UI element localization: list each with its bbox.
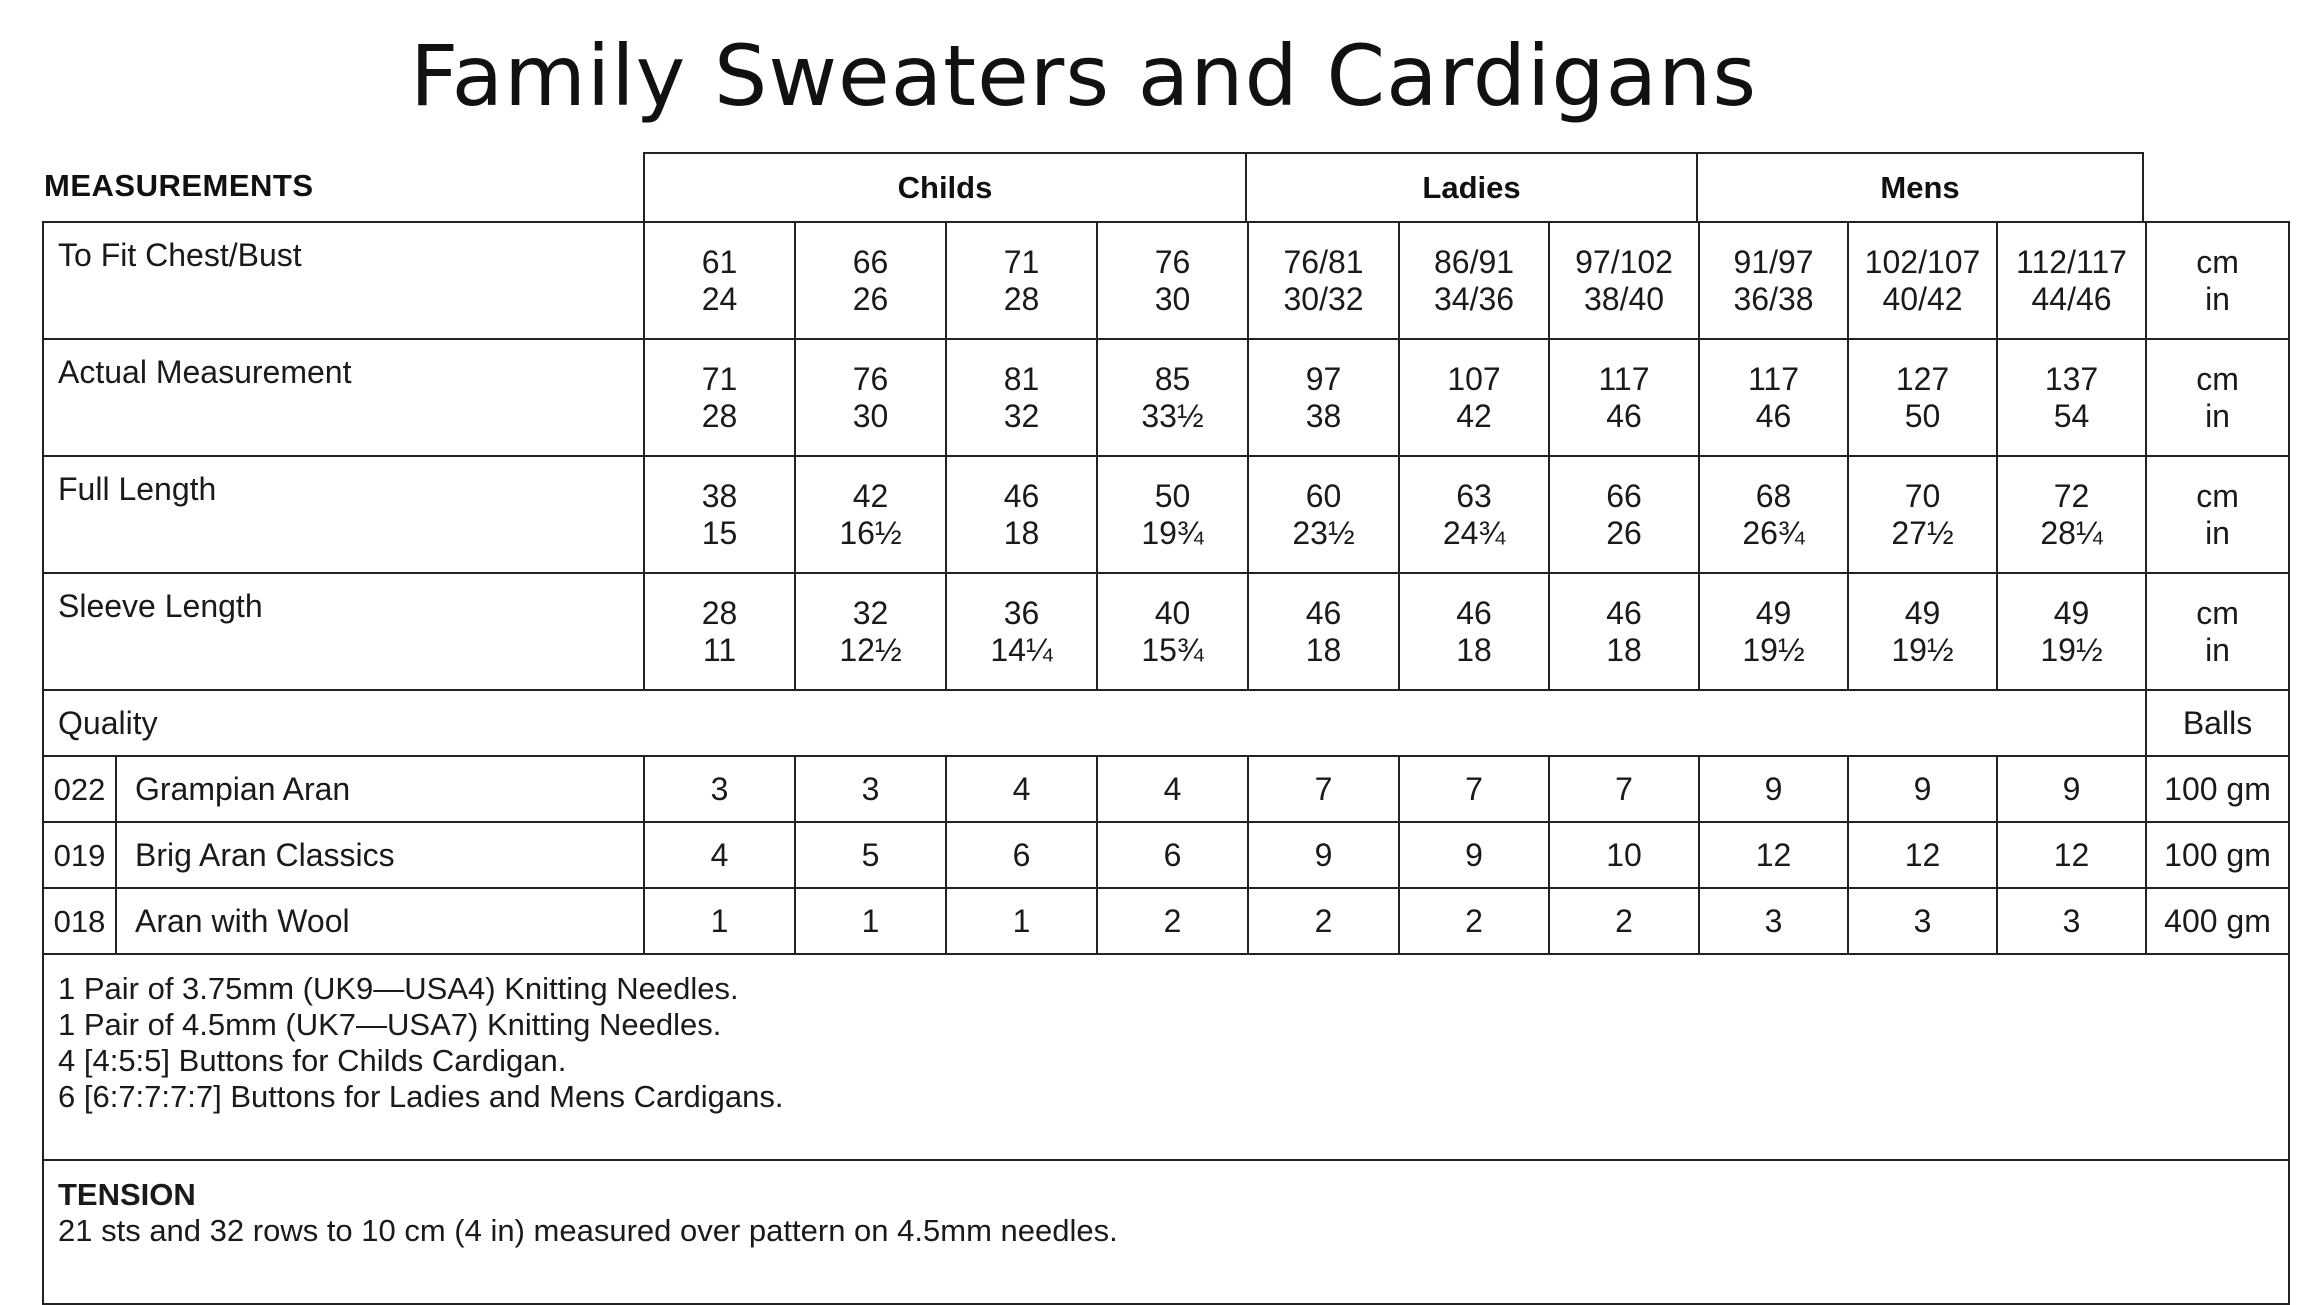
measurement-label: Sleeve Length [43, 573, 644, 690]
cm-value: 91/97 [1733, 243, 1814, 280]
in-value: 15 [701, 514, 738, 551]
in-value: 40/42 [1882, 280, 1963, 317]
measurement-cell [1997, 573, 2146, 690]
measurement-cell [1848, 222, 1997, 339]
cm-value: 97/102 [1575, 243, 1673, 280]
in-value: 32 [1003, 397, 1040, 434]
balls-label: Balls [2146, 690, 2289, 756]
measurement-cell [1097, 456, 1248, 573]
measurement-cell [795, 222, 946, 339]
cm-value: 49 [2053, 594, 2090, 631]
measurement-cell [795, 456, 946, 573]
ball-count: 7 [1399, 756, 1549, 822]
in-value: 14¼ [990, 631, 1053, 668]
in-value: 11 [702, 631, 737, 668]
yarn-name: Aran with Wool [116, 888, 644, 954]
measurement-cell [1848, 339, 1997, 456]
measurement-cell [644, 573, 795, 690]
cm-value: 86/91 [1433, 243, 1515, 280]
ball-count: 3 [1997, 888, 2146, 954]
cm-value: 60 [1305, 477, 1342, 514]
unit-cell [2146, 222, 2289, 339]
unit-in: in [2205, 280, 2230, 317]
cm-value: 107 [1447, 360, 1501, 397]
measurement-cell [1699, 573, 1848, 690]
unit-cm: cm [2196, 360, 2239, 397]
in-value: 26 [1606, 514, 1642, 551]
cm-value: 112/117 [2016, 243, 2127, 280]
ball-count: 3 [644, 756, 795, 822]
group-header-childs: Childs [643, 152, 1247, 222]
cm-value: 70 [1904, 477, 1941, 514]
in-value: 23½ [1292, 514, 1355, 551]
tension-row [43, 1160, 2289, 1304]
in-value: 24¾ [1442, 514, 1506, 551]
note-line: 1 Pair of 3.75mm (UK9—USA4) Knitting Needles. [58, 971, 739, 1006]
measurement-cell [946, 456, 1097, 573]
in-value: 42 [1456, 397, 1492, 434]
ball-count: 6 [1097, 822, 1248, 888]
unit-cell [2146, 456, 2289, 573]
measurement-cell [1399, 573, 1549, 690]
in-value: 19½ [2040, 631, 2103, 668]
cm-value: 49 [1755, 594, 1792, 631]
ball-count: 5 [795, 822, 946, 888]
tension-text: 21 sts and 32 rows to 10 cm (4 in) measured over pattern on 4.5mm needles. [58, 1213, 1118, 1248]
ball-count: 2 [1097, 888, 1248, 954]
ball-count: 6 [946, 822, 1097, 888]
measurement-cell [644, 222, 795, 339]
cm-value: 28 [701, 594, 738, 631]
measurement-row [43, 222, 2289, 339]
measurement-cell [946, 222, 1097, 339]
unit-cm: cm [2196, 243, 2239, 280]
in-value: 46 [1606, 397, 1642, 434]
ball-count: 9 [1997, 756, 2146, 822]
in-value: 33½ [1141, 397, 1204, 434]
in-value: 44/46 [2031, 280, 2112, 317]
yarn-row [43, 888, 2289, 954]
yarn-row [43, 822, 2289, 888]
measurement-cell [1097, 222, 1248, 339]
in-value: 18 [1606, 631, 1642, 668]
ball-count: 12 [1848, 822, 1997, 888]
quality-row [43, 690, 2289, 756]
yarn-weight: 100 gm [2146, 822, 2289, 888]
measurement-row [43, 339, 2289, 456]
in-value: 28 [701, 397, 738, 434]
ball-count: 2 [1549, 888, 1699, 954]
in-value: 36/38 [1733, 280, 1814, 317]
measurement-row [43, 456, 2289, 573]
in-value: 28¼ [2040, 514, 2103, 551]
in-value: 30 [1154, 280, 1191, 317]
ball-count: 1 [644, 888, 795, 954]
cm-value: 66 [1606, 477, 1642, 514]
cm-value: 46 [1003, 477, 1040, 514]
ball-count: 4 [644, 822, 795, 888]
ball-count: 4 [946, 756, 1097, 822]
cm-value: 40 [1154, 594, 1191, 631]
measurement-cell [795, 573, 946, 690]
ball-count: 2 [1248, 888, 1399, 954]
yarn-code: 022 [43, 756, 116, 822]
cm-value: 46 [1305, 594, 1342, 631]
ball-count: 7 [1549, 756, 1699, 822]
cm-value: 36 [1003, 594, 1040, 631]
measurement-cell [1248, 573, 1399, 690]
group-header-mens: Mens [1696, 152, 2144, 222]
measurement-cell [1248, 222, 1399, 339]
ball-count: 9 [1699, 756, 1848, 822]
cm-value: 42 [852, 477, 889, 514]
ball-count: 9 [1248, 822, 1399, 888]
ball-count: 12 [1699, 822, 1848, 888]
measurements-table [42, 221, 2290, 1305]
cm-value: 81 [1003, 360, 1040, 397]
measurement-cell [1248, 339, 1399, 456]
cm-value: 46 [1606, 594, 1642, 631]
yarn-row [43, 756, 2289, 822]
measurement-cell [1549, 573, 1699, 690]
cm-value: 97 [1305, 360, 1342, 397]
unit-cm: cm [2196, 477, 2239, 514]
measurement-cell [644, 339, 795, 456]
measurement-cell [1997, 339, 2146, 456]
yarn-weight: 400 gm [2146, 888, 2289, 954]
in-value: 18 [1456, 631, 1492, 668]
ball-count: 1 [795, 888, 946, 954]
tension-heading: TENSION [58, 1177, 196, 1212]
in-value: 18 [1003, 514, 1040, 551]
cm-value: 102/107 [1864, 243, 1981, 280]
cm-value: 72 [2053, 477, 2090, 514]
measurement-cell [1997, 222, 2146, 339]
page-title: Family Sweaters and Cardigans [410, 27, 1758, 125]
measurement-cell [946, 573, 1097, 690]
tension-box [43, 1160, 2289, 1304]
in-value: 38/40 [1583, 280, 1665, 317]
ball-count: 3 [1699, 888, 1848, 954]
note-line: 6 [6:7:7:7:7] Buttons for Ladies and Mens Cardigans. [58, 1079, 784, 1114]
cm-value: 49 [1904, 594, 1941, 631]
measurement-cell [1399, 339, 1549, 456]
unit-in: in [2205, 397, 2230, 434]
in-value: 38 [1305, 397, 1342, 434]
measurement-cell [1399, 456, 1549, 573]
measurement-row [43, 573, 2289, 690]
cm-value: 117 [1748, 360, 1800, 397]
yarn-name: Grampian Aran [116, 756, 644, 822]
yarn-code: 018 [43, 888, 116, 954]
measurement-cell [1848, 573, 1997, 690]
cm-value: 38 [701, 477, 738, 514]
cm-value: 68 [1755, 477, 1792, 514]
cm-value: 61 [701, 243, 738, 280]
cm-value: 127 [1895, 360, 1950, 397]
measurement-cell [946, 339, 1097, 456]
ball-count: 2 [1399, 888, 1549, 954]
measurement-label: To Fit Chest/Bust [43, 222, 644, 339]
ball-count: 7 [1248, 756, 1399, 822]
cm-value: 32 [852, 594, 889, 631]
in-value: 19½ [1891, 631, 1954, 668]
materials-notes [43, 954, 2289, 1160]
in-value: 30 [852, 397, 889, 434]
ball-count: 9 [1399, 822, 1549, 888]
in-value: 46 [1755, 397, 1792, 434]
in-value: 27½ [1891, 514, 1954, 551]
cm-value: 63 [1456, 477, 1492, 514]
in-value: 26¾ [1742, 514, 1805, 551]
measurement-label: Full Length [43, 456, 644, 573]
cm-value: 76 [1154, 243, 1191, 280]
measurement-cell [1097, 573, 1248, 690]
ball-count: 1 [946, 888, 1097, 954]
ball-count: 4 [1097, 756, 1248, 822]
in-value: 12½ [839, 631, 902, 668]
in-value: 34/36 [1433, 280, 1515, 317]
measurement-cell [1699, 339, 1848, 456]
measurement-cell [644, 456, 795, 573]
in-value: 30/32 [1283, 280, 1364, 317]
note-line: 1 Pair of 4.5mm (UK7—USA7) Knitting Needles. [58, 1007, 722, 1042]
cm-value: 76/81 [1283, 243, 1364, 280]
measurement-cell [1997, 456, 2146, 573]
cm-value: 137 [2044, 360, 2099, 397]
cm-value: 71 [701, 360, 738, 397]
measurement-label: Actual Measurement [43, 339, 644, 456]
cm-value: 71 [1003, 243, 1040, 280]
in-value: 50 [1904, 397, 1941, 434]
group-header-ladies: Ladies [1245, 152, 1698, 222]
in-value: 28 [1003, 280, 1040, 317]
cm-value: 76 [852, 360, 889, 397]
unit-in: in [2205, 514, 2230, 551]
yarn-name: Brig Aran Classics [116, 822, 644, 888]
measurement-cell [1248, 456, 1399, 573]
yarn-code: 019 [43, 822, 116, 888]
measurement-cell [1848, 456, 1997, 573]
ball-count: 9 [1848, 756, 1997, 822]
measurement-cell [1699, 222, 1848, 339]
measurement-cell [1097, 339, 1248, 456]
in-value: 16½ [839, 514, 902, 551]
cm-value: 46 [1456, 594, 1492, 631]
ball-count: 3 [795, 756, 946, 822]
in-value: 26 [852, 280, 889, 317]
in-value: 54 [2053, 397, 2090, 434]
measurement-cell [1699, 456, 1848, 573]
cm-value: 117 [1598, 360, 1650, 397]
in-value: 24 [701, 280, 738, 317]
unit-cell [2146, 573, 2289, 690]
in-value: 19½ [1742, 631, 1805, 668]
measurement-cell [1549, 222, 1699, 339]
measurement-cell [1549, 456, 1699, 573]
notes-row [43, 954, 2289, 1160]
cm-value: 50 [1154, 477, 1191, 514]
measurement-cell [1549, 339, 1699, 456]
measurement-cell [1399, 222, 1549, 339]
in-value: 19¾ [1141, 514, 1204, 551]
ball-count: 12 [1997, 822, 2146, 888]
note-line: 4 [4:5:5] Buttons for Childs Cardigan. [58, 1043, 567, 1078]
unit-cell [2146, 339, 2289, 456]
ball-count: 10 [1549, 822, 1699, 888]
unit-in: in [2205, 631, 2230, 668]
in-value: 15¾ [1141, 631, 1204, 668]
measurements-heading: MEASUREMENTS [44, 168, 314, 203]
ball-count: 3 [1848, 888, 1997, 954]
quality-label: Quality [43, 690, 2146, 756]
cm-value: 66 [852, 243, 889, 280]
yarn-weight: 100 gm [2146, 756, 2289, 822]
measurement-cell [795, 339, 946, 456]
in-value: 18 [1305, 631, 1342, 668]
unit-cm: cm [2196, 594, 2239, 631]
cm-value: 85 [1154, 360, 1191, 397]
